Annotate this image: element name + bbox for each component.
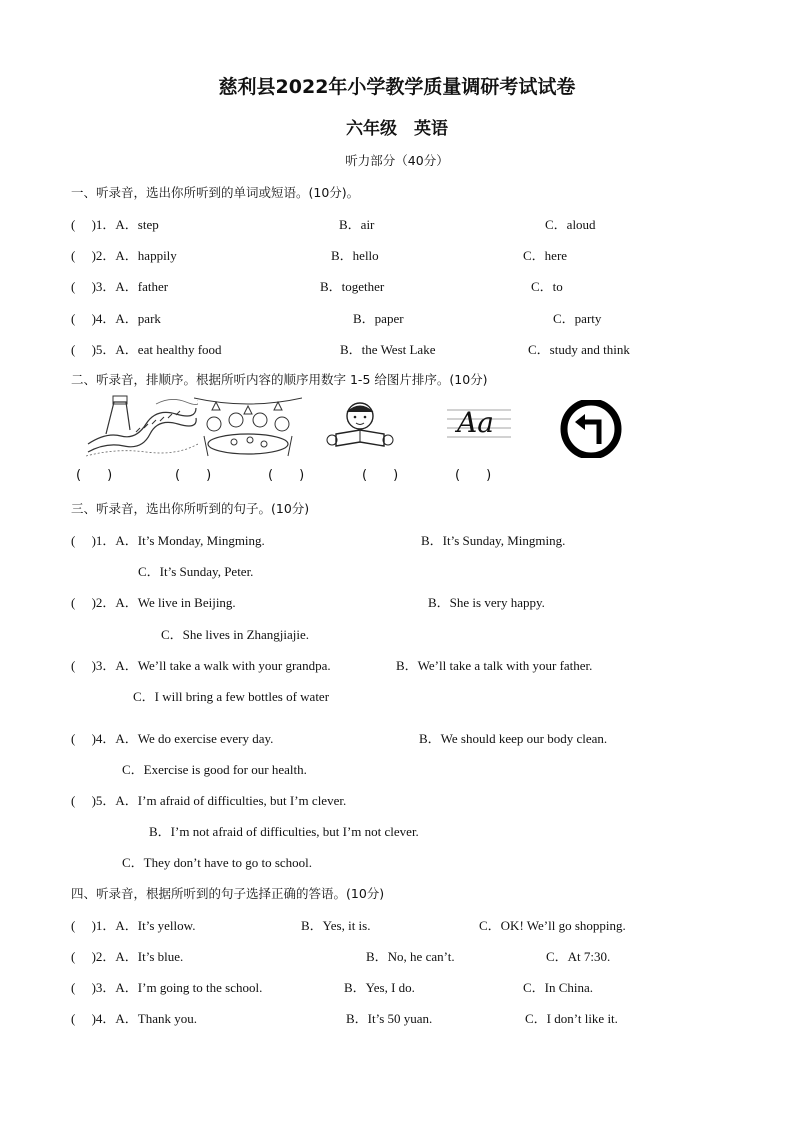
exam-subtitle: 六年级 英语	[346, 119, 448, 139]
s1-q3-option-b: B．together	[320, 279, 385, 294]
aa-letters-image: Aa	[457, 406, 494, 439]
s1-q3-option-c: C．to	[531, 279, 563, 294]
s1-q4-option-b: B．paper	[353, 311, 404, 326]
part-heading: 听力部分（40分）	[345, 153, 449, 168]
s1-q5-option-a: ( )5．A．eat healthy food	[71, 342, 222, 357]
picture-1-blank[interactable]: ( )	[76, 468, 113, 483]
s3-q1-option-c: C．It’s Sunday, Peter.	[138, 564, 254, 579]
s3-q5-option-b: B．I’m not afraid of difficulties, but I’m not clever.	[149, 824, 419, 839]
s3-q1-option-b: B．It’s Sunday, Mingming.	[421, 533, 566, 548]
section-3-heading: 三、听录音，选出你所听到的句子。(10分)	[71, 501, 310, 516]
s1-q1-option-b: B．air	[339, 217, 375, 232]
s3-q3-option-a: ( )3．A．We’ll take a walk with your grandpa.	[71, 658, 331, 673]
s3-q5-option-c: C．They don’t have to go to school.	[122, 855, 313, 870]
s1-q1-option-c: C．aloud	[545, 217, 596, 232]
section-4-heading: 四、听录音，根据所听到的句子选择正确的答语。(10分)	[71, 886, 385, 901]
s4-q1-option-a: ( )1．A．It’s yellow.	[71, 918, 196, 933]
s1-q1-option-a: ( )1．A．step	[71, 217, 159, 232]
s3-q4-option-b: B．We should keep our body clean.	[419, 731, 608, 746]
boy-reading-image	[320, 400, 400, 450]
s3-q2-option-b: B．She is very happy.	[428, 595, 545, 610]
section-2-heading: 二、听录音，排顺序。根据所听内容的顺序用数字 1-5 给图片排序。(10分)	[71, 372, 488, 387]
picture-2-blank[interactable]: ( )	[175, 468, 212, 483]
turn-left-sign-icon	[556, 400, 626, 458]
s3-q4-option-c: C．Exercise is good for our health.	[122, 762, 307, 777]
picture-5-blank[interactable]: ( )	[455, 468, 492, 483]
s4-q1-option-b: B．Yes, it is.	[301, 918, 371, 933]
s4-q3-option-a: ( )3．A．I’m going to the school.	[71, 980, 263, 995]
s4-q2-option-c: C．At 7:30.	[546, 949, 611, 964]
s4-q4-option-a: ( )4．A．Thank you.	[71, 1011, 198, 1026]
exam-title: 慈利县2022年小学教学质量调研考试试卷	[218, 76, 576, 98]
s1-q5-option-c: C．study and think	[528, 342, 630, 357]
s1-q2-option-b: B．hello	[331, 248, 379, 263]
great-wall-image	[86, 394, 198, 458]
s4-q4-option-b: B．It’s 50 yuan.	[346, 1011, 433, 1026]
s4-q4-option-c: C．I don’t like it.	[525, 1011, 618, 1026]
s1-q2-option-c: C．here	[523, 248, 568, 263]
s1-q2-option-a: ( )2．A．happily	[71, 248, 177, 263]
s4-q3-option-b: B．Yes, I do.	[344, 980, 415, 995]
s3-q5-option-a: ( )5．A．I’m afraid of difficulties, but I’m clever.	[71, 793, 347, 808]
s3-q1-option-a: ( )1．A．It’s Monday, Mingming.	[71, 533, 265, 548]
s3-q4-option-a: ( )4．A．We do exercise every day.	[71, 731, 274, 746]
s3-q2-option-a: ( )2．A．We live in Beijing.	[71, 595, 236, 610]
s3-q3-option-b: B．We’ll take a talk with your father.	[396, 658, 593, 673]
s4-q2-option-a: ( )2．A．It’s blue.	[71, 949, 184, 964]
s1-q4-option-c: C．party	[553, 311, 602, 326]
section-1-heading: 一、听录音，选出你所听到的单词或短语。(10分)。	[71, 185, 360, 200]
s3-q2-option-c: C．She lives in Zhangjiajie.	[161, 627, 310, 642]
s1-q5-option-b: B．the West Lake	[340, 342, 436, 357]
s4-q2-option-b: B．No, he can’t.	[366, 949, 455, 964]
picture-4-blank[interactable]: ( )	[362, 468, 399, 483]
s4-q3-option-c: C．In China.	[523, 980, 594, 995]
s1-q4-option-a: ( )4．A．park	[71, 311, 161, 326]
s4-q1-option-c: C．OK! We’ll go shopping.	[479, 918, 626, 933]
party-image	[194, 392, 302, 458]
s1-q3-option-a: ( )3．A．father	[71, 279, 169, 294]
picture-3-blank[interactable]: ( )	[268, 468, 305, 483]
s3-q3-option-c: C．I will bring a few bottles of water	[133, 689, 330, 704]
